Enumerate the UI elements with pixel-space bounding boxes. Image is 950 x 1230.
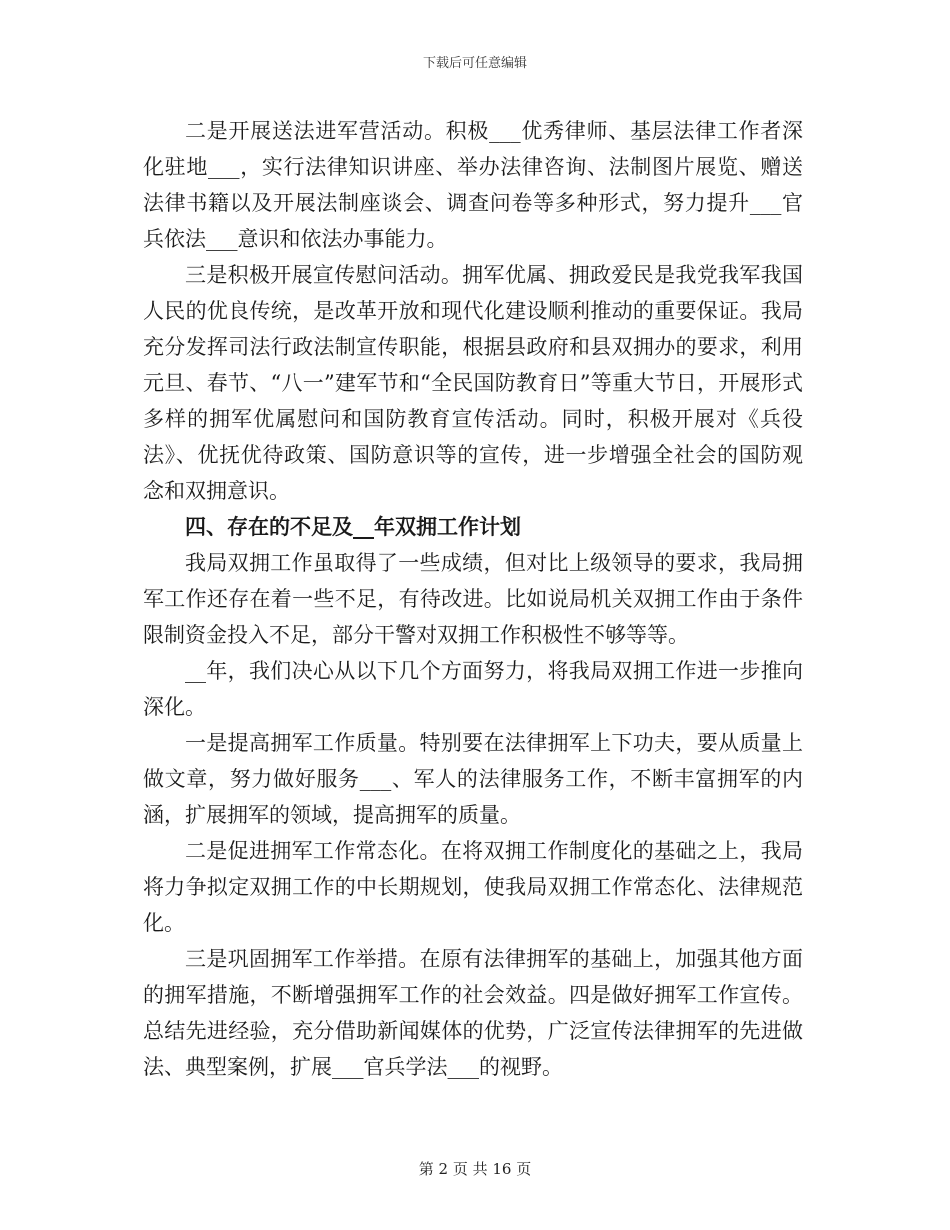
paragraph-shortcomings: 我局双拥工作虽取得了一些成绩，但对比上级领导的要求，我局拥军工作还存在着一些不足，有待改进。比如说局机关双拥工作由于条件限制资金投入不足，部分干警对双拥工作积极性不够等等。 — [143, 551, 803, 647]
paragraph-publicity-condolence: 三是积极开展宣传慰问活动。拥军优属、拥政爱民是我党我军我国人民的优良传统，是改革开放和现代化建设顺利推动的重要保证。我局充分发挥司法行政法制宣传职能，根据县政府和县双拥办的要求，利用元旦、春节、“八一”建军节和“全民国防教育日”等重大节日，开展形式多样的拥军优属慰问和国防教育宣传活动。同时，积极开展对《兵役法》、优抚优待政策、国防意识等的宣传，进一步增强全社会的国防观念和双拥意识。 — [143, 263, 803, 503]
section-heading: 四、存在的不足及__年双拥工作计划 — [185, 515, 521, 539]
paragraph-plan-intro: __年，我们决心从以下几个方面努力，将我局双拥工作进一步推向深化。 — [143, 659, 803, 719]
document-body — [143, 113, 803, 1085]
page-number-footer: 第 2 页 共 16 页 — [418, 1160, 532, 1178]
paragraph-consolidate-measures: 三是巩固拥军工作举措。在原有法律拥军的基础上，加强其他方面的拥军措施，不断增强拥军工作的社会效益。四是做好拥军工作宣传。总结先进经验，充分借助新闻媒体的优势，广泛宣传法律拥军的先进做法、典型案例，扩展___官兵学法___的视野。 — [143, 947, 803, 1079]
paragraph-send-law-to-barracks: 二是开展送法进军营活动。积极___优秀律师、基层法律工作者深化驻地___，实行法律知识讲座、举办法律咨询、法制图片展览、赠送法律书籍以及开展法制座谈会、调查问卷等多种形式，努力提升___官兵依法___意识和依法办事能力。 — [143, 119, 803, 251]
paragraph-improve-quality: 一是提高拥军工作质量。特别要在法律拥军上下功夫，要从质量上做文章，努力做好服务___、军人的法律服务工作，不断丰富拥军的内涵，扩展拥军的领域，提高拥军的质量。 — [143, 731, 803, 827]
paragraph-normalization: 二是促进拥军工作常态化。在将双拥工作制度化的基础之上，我局将力争拟定双拥工作的中长期规划，使我局双拥工作常态化、法律规范化。 — [143, 839, 803, 935]
page-header-note: 下载后可任意编辑 — [422, 56, 527, 71]
